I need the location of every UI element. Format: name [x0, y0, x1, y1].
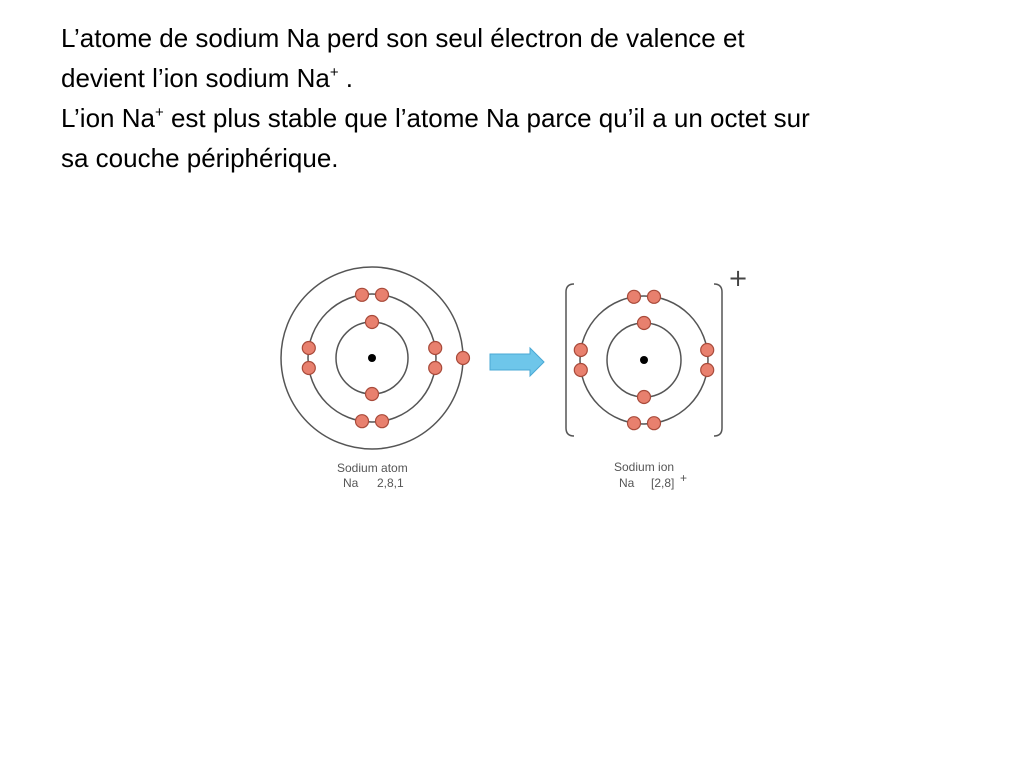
text-line-2-end: .	[338, 63, 354, 93]
ion-shell-2-electron	[574, 344, 587, 357]
right-bracket	[714, 284, 722, 436]
sodium-ion	[566, 264, 748, 436]
reaction-arrow	[490, 348, 544, 376]
superscript-plus: +	[154, 104, 164, 121]
ion-shell-1-electron	[638, 317, 651, 330]
atom-caption-symbol: Na	[343, 476, 359, 490]
atom-shell-2-electron	[429, 362, 442, 375]
text-line-2-main: devient l’ion sodium Na	[61, 63, 330, 93]
atom-shell-1-electron	[366, 316, 379, 329]
text-line-3-end: est plus stable que l’atome Na parce qu’il a un octet sur	[163, 103, 810, 133]
ion-caption-charge: +	[680, 471, 688, 485]
sodium-atom	[281, 267, 470, 449]
ion-caption-config: [2,8]	[651, 476, 675, 490]
atom-caption-name: Sodium atom	[337, 461, 408, 475]
text-line-1: L’atome de sodium Na perd son seul électron de valence et	[61, 23, 745, 53]
atom-shell-2-electron	[356, 415, 369, 428]
atom-shell-1-electron	[366, 388, 379, 401]
superscript-plus: +	[329, 64, 339, 81]
atom-shell-2-electron	[376, 288, 389, 301]
ion-shell-2-electron	[574, 364, 587, 377]
atom-shell-2-electron	[356, 288, 369, 301]
atom-shell-3-electron	[457, 352, 470, 365]
atom-caption-config: 2,8,1	[377, 476, 404, 490]
ion-charge-label: +	[728, 264, 749, 292]
ion-shell-2-electron	[628, 417, 641, 430]
ion-nucleus	[640, 356, 648, 364]
ion-shell-2-electron	[648, 417, 661, 430]
text-line-4: sa couche périphérique.	[61, 143, 339, 173]
atom-electrons	[302, 288, 469, 427]
left-bracket	[566, 284, 574, 436]
atom-shell-2-electron	[429, 342, 442, 355]
ion-shell-2-electron	[648, 290, 661, 303]
atom-shell-2-electron	[302, 342, 315, 355]
atom-shell-2-electron	[376, 415, 389, 428]
ion-caption-name: Sodium ion	[614, 460, 675, 474]
ion-shell-1-electron	[638, 391, 651, 404]
text-line-3-main: L’ion Na	[61, 103, 155, 133]
arrow-icon	[490, 348, 544, 376]
atom-shell-2-electron	[302, 362, 315, 375]
ion-shell-2-electron	[628, 290, 641, 303]
ion-shell-2-electron	[701, 344, 714, 357]
ion-caption-symbol: Na	[619, 476, 635, 490]
atom-nucleus	[368, 354, 376, 362]
ion-shell-2-electron	[701, 364, 714, 377]
